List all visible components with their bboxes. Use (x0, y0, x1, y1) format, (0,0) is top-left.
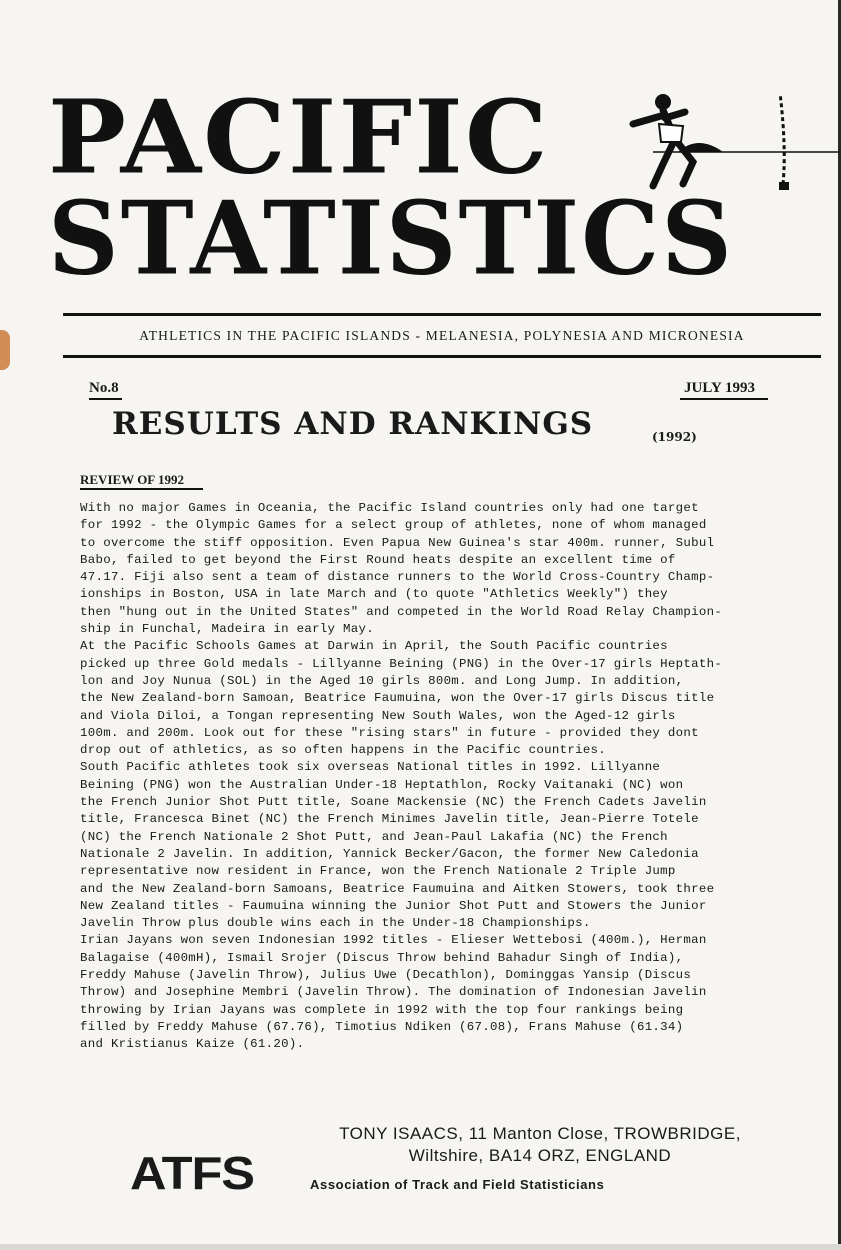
body-line: Babo, failed to get beyond the First Round heats despite an excellent time of (80, 552, 676, 567)
body-line: (NC) the French Nationale 2 Shot Putt, and Jean-Paul Lakafia (NC) the French (80, 829, 668, 844)
atfs-logo: ATFS (130, 1147, 254, 1199)
body-line: South Pacific athletes took six overseas National titles in 1992. Lillyanne (80, 760, 661, 775)
section-title: REVIEW OF 1992 (80, 472, 185, 487)
headline-year: (1992) (652, 430, 697, 444)
body-line: drop out of athletics, as so often happens in the Pacific countries. (80, 743, 607, 758)
body-line: Nationale 2 Javelin. In addition, Yannick Becker/Gacon, the former New Caledonia (80, 846, 699, 861)
body-line: ionships in Boston, USA in late March and (to quote "Athletics Weekly") they (80, 587, 668, 602)
body-line: then "hung out in the United States" and competed in the World Road Relay Champion- (80, 604, 723, 619)
body-line: 47.17. Fiji also sent a team of distance runners to the World Cross-Country Champ- (80, 570, 715, 585)
body-line: With no major Games in Oceania, the Pacific Island countries only had one target (80, 501, 699, 515)
publisher-address (300, 1123, 780, 1167)
address-line-2: Wiltshire, BA14 ORZ, ENGLAND (408, 1146, 672, 1165)
page-bottom-edge (0, 1244, 841, 1250)
body-line: 100m. and 200m. Look out for these "rising stars" in future - provided they dont (80, 725, 699, 740)
date-underline (680, 398, 768, 400)
body-line: New Zealand titles - Faumuina winning the Junior Shot Putt and Stowers the Junior (80, 898, 707, 913)
issue-underline (89, 398, 122, 400)
body-line: picked up three Gold medals - Lillyanne Beining (PNG) in the Over-17 girls Heptath- (80, 656, 723, 671)
body-line: Beining (PNG) won the Australian Under-18 Heptathlon, Rocky Vaitanaki (NC) won (80, 777, 684, 792)
body-line: the French Junior Shot Putt title, Soane Mackensie (NC) the French Cadets Javelin (80, 795, 707, 810)
headline: RESULTS AND RANKINGS (112, 406, 594, 442)
runner-palm-tree-icon (623, 94, 841, 264)
body-line: title, Francesca Binet (NC) the French Minimes Javelin title, Jean-Pierre Totele (80, 812, 699, 827)
masthead (48, 78, 838, 298)
body-line: ship in Funchal, Madeira in early May. (80, 622, 374, 637)
masthead-title-line-1: PACIFIC (48, 78, 550, 197)
section-title-underline (80, 488, 203, 490)
body-line: and the New Zealand-born Samoans, Beatrice Faumuina and Aitken Stowers, took three (80, 881, 715, 896)
body-line: Javelin Throw plus double wins each in the Under-18 Championships. (80, 916, 591, 931)
body-line: lon and Joy Nunua (SOL) in the Aged 10 girls 800m. and Long Jump. In addition, (80, 673, 684, 688)
masthead-subtitle: ATHLETICS IN THE PACIFIC ISLANDS - MELANESIA, POLYNESIA AND MICRONESIA (139, 328, 745, 343)
body-line: Throw) and Josephine Membri (Javelin Throw). The domination of Indonesian Javelin (80, 985, 707, 1000)
body-line: Irian Jayans won seven Indonesian 1992 titles - Elieser Wettebosi (400m.), Herman (80, 933, 707, 948)
article-body (80, 500, 800, 1054)
body-line: At the Pacific Schools Games at Darwin in April, the South Pacific countries (80, 639, 668, 654)
body-line: and Kristianus Kaize (61.20). (80, 1037, 305, 1052)
paper-stain (0, 330, 10, 370)
body-line: Balagaise (400mH), Ismail Srojer (Discus Throw behind Bahadur Singh of India), (80, 950, 684, 965)
body-line: and Viola Diloi, a Tongan representing New South Wales, won the Aged-12 girls (80, 708, 676, 723)
body-line: representative now resident in France, won the French Nationale 2 Triple Jump (80, 864, 676, 879)
body-line: the New Zealand-born Samoan, Beatrice Faumuina, won the Over-17 girls Discus title (80, 691, 715, 706)
address-line-1: TONY ISAACS, 11 Manton Close, TROWBRIDGE, (339, 1124, 741, 1143)
organization-name: Association of Track and Field Statisticians (310, 1177, 605, 1192)
body-line: for 1992 - the Olympic Games for a select group of athletes, none of whom managed (80, 518, 707, 533)
body-line: Freddy Mahuse (Javelin Throw), Julius Uwe (Decathlon), Dominggas Yansip (Discus (80, 968, 692, 983)
body-line: filled by Freddy Mahuse (67.76), Timotius Ndiken (67.08), Frans Mahuse (61.34) (80, 1019, 684, 1034)
issue-date: JULY 1993 (684, 380, 755, 396)
masthead-rule-top (63, 313, 821, 316)
body-line: to overcome the stiff opposition. Even Papua New Guinea's star 400m. runner, Subul (80, 535, 715, 550)
masthead-rule-bottom (63, 355, 821, 358)
body-line: throwing by Irian Jayans was complete in 1992 with the top four rankings being (80, 1002, 684, 1017)
masthead-title-line-2: STATISTICS (48, 179, 734, 298)
issue-number: No.8 (89, 380, 119, 396)
